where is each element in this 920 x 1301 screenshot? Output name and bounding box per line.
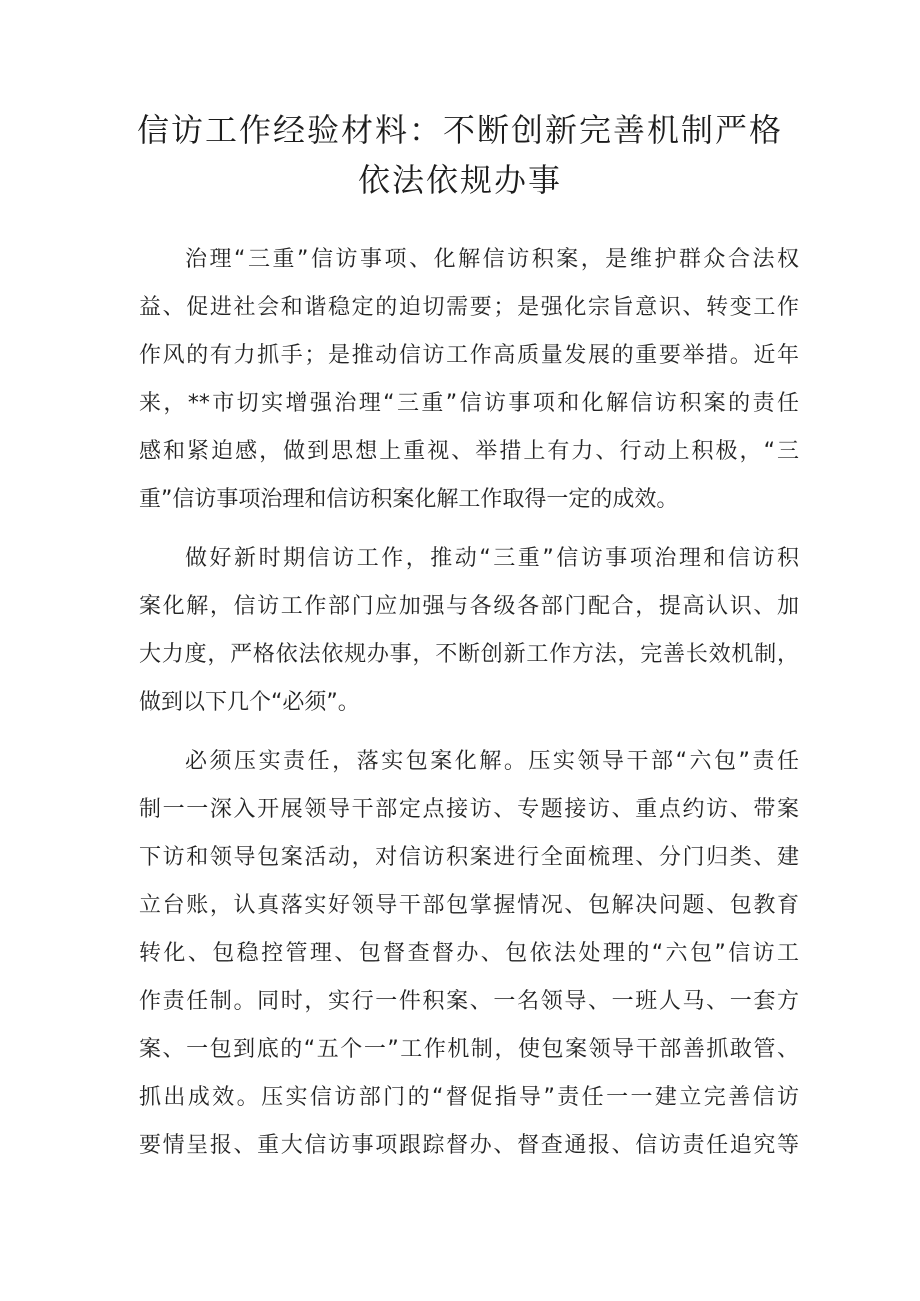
paragraph-3-line: 要情呈报、重大信访事项跟踪督办、督查通报、信访责任追究等 [139, 1133, 799, 1158]
paragraph-3-line: 作责任制。同时，实行一件积案、一名领导、一班人马、一套方 [139, 989, 799, 1014]
paragraph-1-line: 来，**市切实增强治理“三重”信访事项和化解信访积案的责任 [139, 391, 799, 416]
paragraph-1-line: 感和紧迫感，做到思想上重视、举措上有力、行动上积极，“三 [139, 439, 799, 464]
paragraph-2-line: 做好新时期信访工作，推动“三重”信访事项治理和信访积 [185, 546, 799, 571]
paragraph-3-line: 立台账，认真落实好领导干部包掌握情况、包解决问题、包教育 [139, 893, 799, 918]
paragraph-2-line: 案化解，信访工作部门应加强与各级各部门配合，提高认识、加 [139, 594, 799, 619]
document-title-line-2: 依法依规办事 [357, 161, 562, 199]
paragraph-3-line: 案、一包到底的“五个一”工作机制，使包案领导干部善抓敢管、 [139, 1037, 799, 1062]
paragraph-3-line: 转化、包稳控管理、包督查督办、包依法处理的“六包”信访工 [139, 941, 799, 966]
paragraph-1-line: 作风的有力抓手；是推动信访工作高质量发展的重要举措。近年 [139, 343, 799, 368]
paragraph-3-line: 抓出成效。压实信访部门的“督促指导”责任一一建立完善信访 [139, 1085, 799, 1110]
paragraph-1-line: 重”信访事项治理和信访积案化解工作取得一定的成效。 [139, 487, 679, 512]
paragraph-3-line: 必须压实责任，落实包案化解。压实领导干部“六包”责任 [185, 749, 799, 774]
paragraph-3-line: 下访和领导包案活动，对信访积案进行全面梳理、分门归类、建 [139, 845, 799, 870]
paragraph-3-line: 制一一深入开展领导干部定点接访、专题接访、重点约访、带案 [139, 797, 799, 822]
paragraph-2-line: 做到以下几个“必须”。 [139, 690, 360, 715]
paragraph-1-line: 治理“三重”信访事项、化解信访积案，是维护群众合法权 [185, 247, 799, 272]
paragraph-1-line: 益、促进社会和谐稳定的迫切需要；是强化宗旨意识、转变工作 [139, 295, 799, 320]
paragraph-2-line: 大力度，严格依法依规办事，不断创新工作方法，完善长效机制， [139, 642, 799, 667]
document-title-line-1: 信访工作经验材料：不断创新完善机制严格 [136, 111, 783, 149]
